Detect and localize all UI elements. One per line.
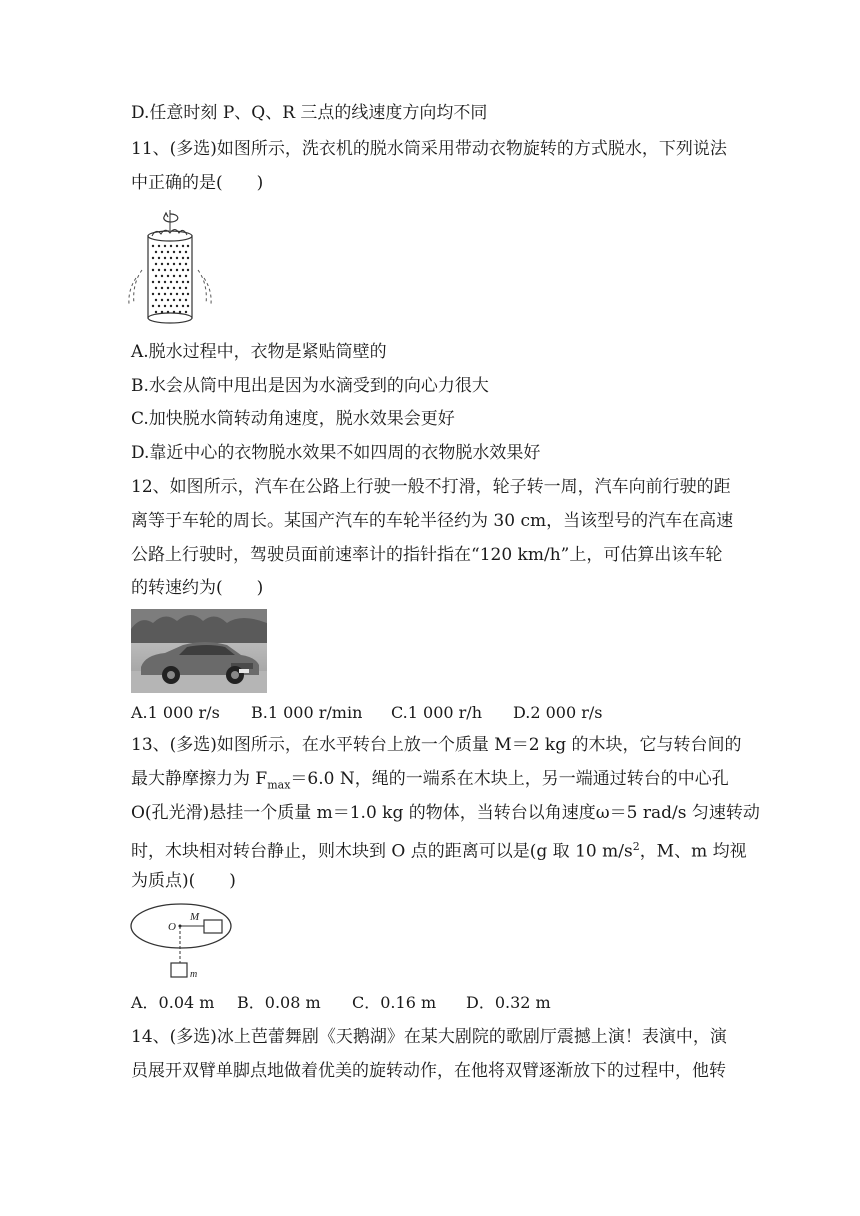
q13-option-d: D．0.32 m [466, 993, 551, 1012]
q12-stem-line4: 的转速约为( ) [131, 578, 264, 598]
q12-stem-line3: 公路上行驶时，驾驶员面前速率计的指针指在“120 km/h”上，可估算出该车轮 [131, 545, 723, 565]
q12-stem-line1: 12、如图所示，汽车在公路上行驶一般不打滑，轮子转一周，汽车向前行驶的距 [131, 477, 731, 497]
q12-stem-line2: 离等于车轮的周长。某国产汽车的车轮半径约为 30 cm，当该型号的汽车在高速 [131, 511, 734, 531]
q13-stem-line5: 为质点)( ) [131, 871, 236, 891]
label-small-m: m [190, 969, 198, 980]
q11-stem-line2: 中正确的是( ) [131, 173, 264, 193]
fmax-label: 最大静摩擦力为 F [131, 769, 268, 789]
label-o: O [168, 921, 176, 933]
q13-option-b: B．0.08 m [237, 993, 321, 1012]
label-big-m: M [190, 911, 200, 923]
fmax-subscript: max [267, 778, 291, 792]
q12-option-c: C.1 000 r/h [391, 703, 482, 722]
q11-option-c: C.加快脱水筒转动角速度，脱水效果会更好 [131, 409, 455, 429]
q12-option-b: B.1 000 r/min [251, 703, 363, 722]
q13-options [131, 991, 731, 1015]
washing-drum-figure [124, 208, 216, 328]
gravity-unit-superscript: 2 [632, 840, 640, 853]
q13-stem-line2-rest: ＝6.0 N，绳的一端系在木块上，另一端通过转台的中心孔 [290, 769, 729, 789]
q12-option-a: A.1 000 r/s [131, 703, 220, 722]
q13-option-c: C．0.16 m [352, 993, 437, 1012]
q14-stem-line2: 员展开双臂单脚点地做着优美的旋转动作，在他将双臂逐渐放下的过程中，他转 [131, 1061, 726, 1081]
q13-stem-line3: O(孔光滑)悬挂一个质量 m＝1.0 kg 的物体，当转台以角速度ω＝5 rad/s 匀速转动 [131, 803, 760, 823]
turntable-figure [128, 901, 234, 985]
q13-option-a: A．0.04 m [131, 993, 215, 1012]
q12-options [131, 701, 731, 725]
q12-option-d: D.2 000 r/s [513, 703, 603, 722]
q13-stem-line2 [131, 767, 729, 797]
q13-stem-line4 [131, 835, 747, 864]
q13-stem-line1: 13、(多选)如图所示，在水平转台上放一个质量 M＝2 kg 的木块，它与转台间的 [131, 735, 742, 755]
q11-option-a: A.脱水过程中，衣物是紧贴筒壁的 [131, 342, 387, 362]
q13-stem-line4-rest: ，M、m 均视 [639, 841, 747, 862]
q13-stem-line4-text: 时，木块相对转台静止，则木块到 O 点的距离可以是(g 取 10 m/s [131, 841, 633, 862]
q11-option-d: D.靠近中心的衣物脱水效果不如四周的衣物脱水效果好 [131, 443, 541, 463]
q14-stem-line1: 14、(多选)冰上芭蕾舞剧《天鹅湖》在某大剧院的歌剧厅震撼上演！表演中，演 [131, 1027, 727, 1047]
car-photo-figure [131, 609, 267, 693]
q11-stem-line1: 11、(多选)如图所示，洗衣机的脱水筒采用带动衣物旋转的方式脱水，下列说法 [131, 139, 727, 159]
q10-option-d: D.任意时刻 P、Q、R 三点的线速度方向均不同 [131, 103, 488, 123]
q11-option-b: B.水会从筒中甩出是因为水滴受到的向心力很大 [131, 376, 489, 396]
